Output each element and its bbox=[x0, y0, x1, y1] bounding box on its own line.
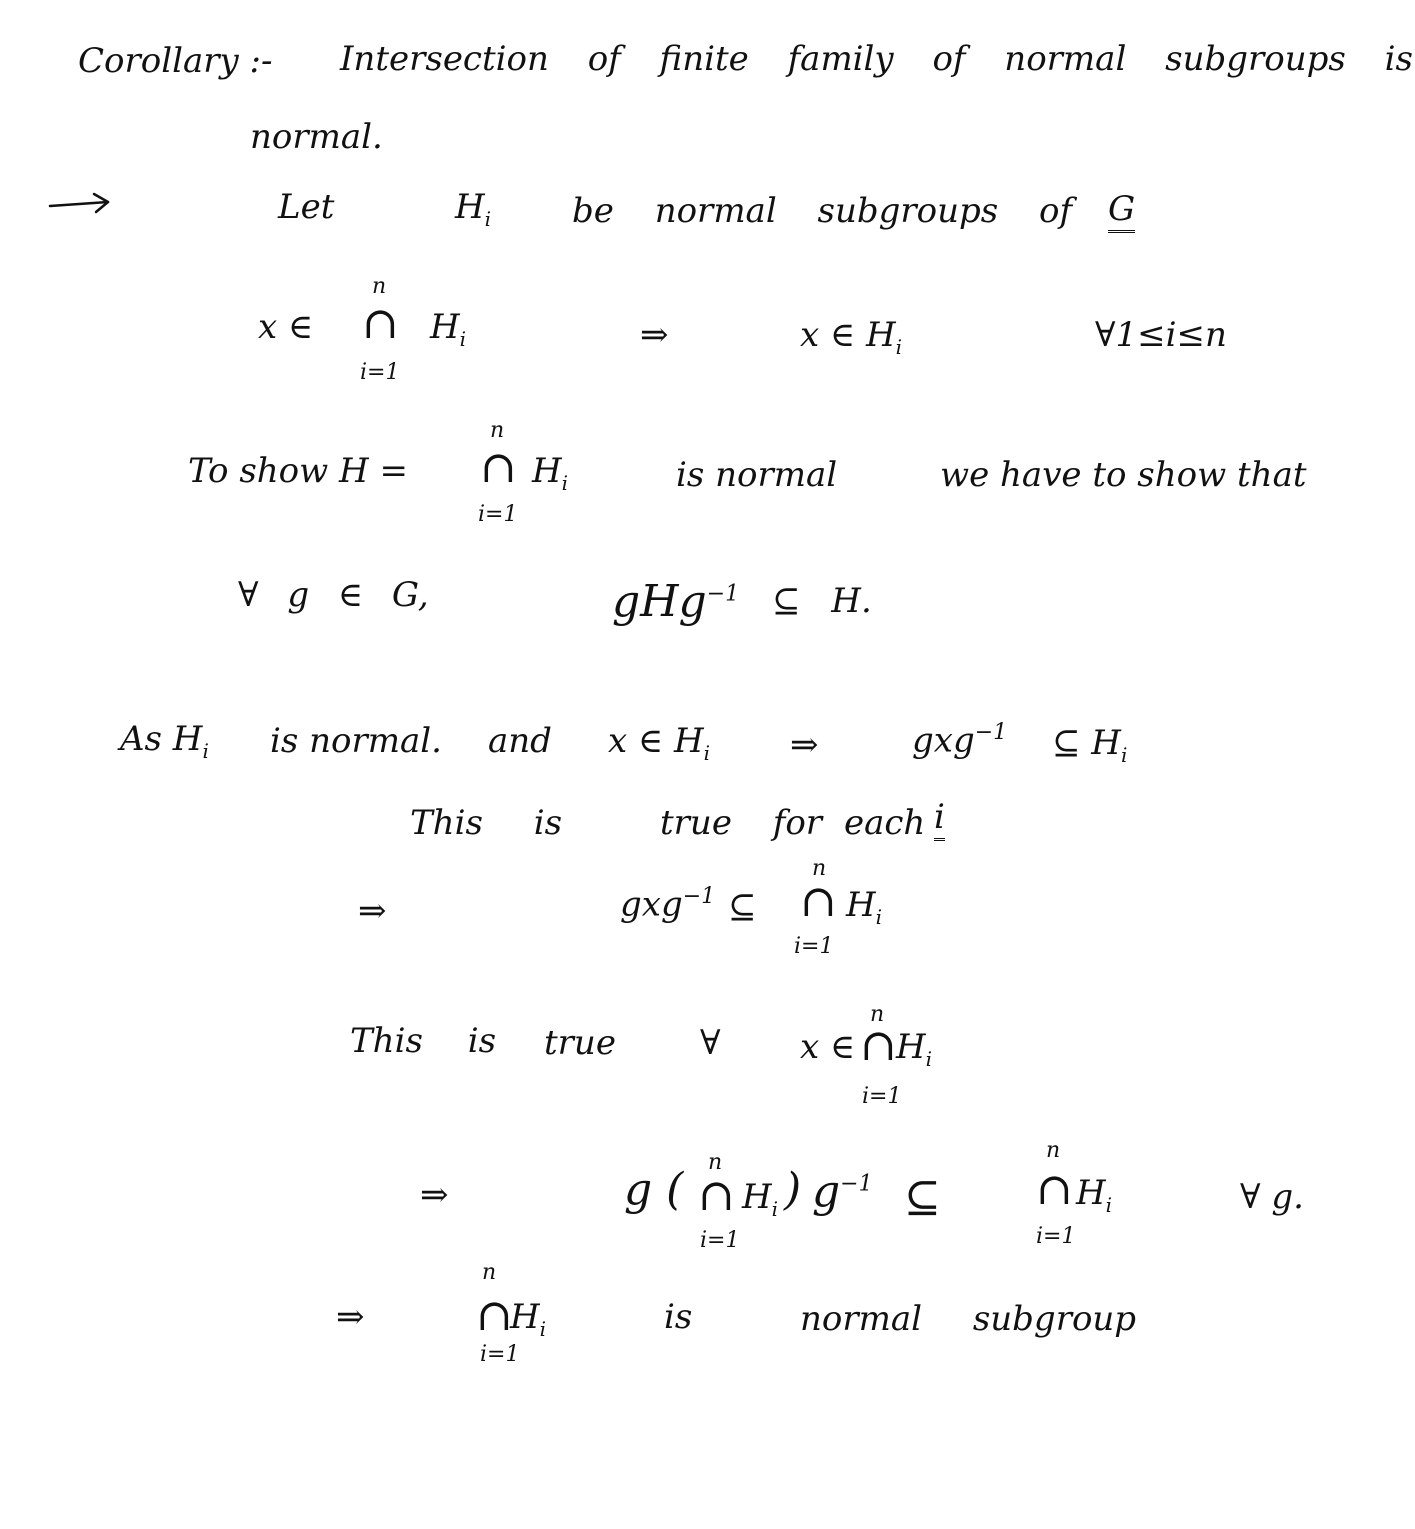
intersection-symbol: ∩ bbox=[860, 1020, 897, 1071]
conjugate-h-text: gHg$^{-1}$ bbox=[612, 576, 740, 627]
cap-lower-limit: i=1 bbox=[480, 1342, 520, 1367]
forall-range-text: ∀1≤i≤n bbox=[1095, 315, 1227, 355]
gxg-inverse-text: gxg$^{-1}$ bbox=[620, 884, 716, 925]
corollary-statement-continued: normal. bbox=[250, 117, 383, 157]
subset-hi-text: ⊆ $H_i$ bbox=[1052, 723, 1128, 767]
to-show-text: To show H = bbox=[188, 451, 408, 491]
each-word: each bbox=[844, 803, 926, 843]
intersection-symbol: ∩ bbox=[480, 442, 517, 493]
subset-h-text: ⊆ H. bbox=[772, 581, 872, 621]
close-paren-text: ) bbox=[784, 1164, 802, 1215]
x-in-hi-text: x ∈ $H_i$ bbox=[800, 315, 903, 359]
let-word: Let bbox=[278, 187, 335, 227]
hi-symbol: $H_i$ bbox=[896, 1027, 933, 1071]
group-g-symbol: G bbox=[1108, 192, 1135, 233]
cap-upper-limit: n bbox=[812, 856, 827, 881]
this-is-text: This is bbox=[350, 1021, 497, 1061]
cap-upper-limit: n bbox=[870, 1002, 885, 1027]
hi-symbol: $H_i$ bbox=[455, 187, 492, 231]
hi-symbol: $H_i$ bbox=[430, 307, 467, 351]
this-is-text: This is bbox=[410, 803, 563, 843]
forall-g-text: ∀ g. bbox=[1240, 1177, 1304, 1217]
cap-lower-limit: i=1 bbox=[1036, 1224, 1076, 1249]
is-normal-text: is normal. bbox=[270, 721, 442, 761]
hi-symbol: $H_i$ bbox=[532, 451, 569, 495]
subset-symbol: ⊆ bbox=[904, 1172, 941, 1223]
cap-lower-limit: i=1 bbox=[862, 1084, 902, 1109]
cap-lower-limit: i=1 bbox=[794, 934, 834, 959]
cap-upper-limit: n bbox=[482, 1260, 497, 1285]
cap-upper-limit: n bbox=[1046, 1138, 1061, 1163]
hi-symbol: $H_i$ bbox=[742, 1177, 779, 1221]
intersection-symbol: ∩ bbox=[698, 1170, 735, 1221]
x-in-text: x ∈ bbox=[258, 307, 314, 347]
corollary-statement: Intersection of finite family of normal subgroups is bbox=[340, 39, 1413, 79]
intersection-symbol: ∩ bbox=[362, 298, 399, 349]
hi-symbol: $H_i$ bbox=[1076, 1173, 1113, 1217]
intersection-symbol: ∩ bbox=[1036, 1164, 1073, 1215]
is-word: is bbox=[664, 1297, 693, 1337]
true-word: true bbox=[544, 1023, 616, 1063]
right-arrow-icon bbox=[48, 192, 112, 218]
intersection-symbol: ∩ bbox=[476, 1290, 513, 1341]
cap-lower-limit: i=1 bbox=[700, 1228, 740, 1253]
we-have-to-show-text: we have to show that bbox=[940, 455, 1307, 495]
intersection-symbol: ∩ bbox=[800, 876, 837, 927]
cap-upper-limit: n bbox=[490, 418, 505, 443]
cap-upper-limit: n bbox=[372, 274, 387, 299]
as-hi-text: As $H_i$ bbox=[120, 719, 209, 763]
be-normal-subgroups-text: be normal subgroups of bbox=[572, 191, 1073, 231]
normal-subgroup-text: normal subgroup bbox=[800, 1299, 1137, 1339]
implies-symbol: ⇒ bbox=[790, 725, 819, 765]
cap-lower-limit: i=1 bbox=[360, 360, 400, 385]
hi-symbol: $H_i$ bbox=[846, 885, 883, 929]
g-open-paren-text: g ( bbox=[624, 1164, 684, 1215]
g-inverse-text: $g^{-1}$ bbox=[812, 1166, 873, 1217]
and-word: and bbox=[488, 721, 552, 761]
implies-symbol: ⇒ bbox=[358, 891, 387, 931]
true-for-text: true for bbox=[660, 803, 823, 843]
implies-symbol: ⇒ bbox=[420, 1175, 449, 1215]
x-in-text: x ∈ bbox=[800, 1027, 856, 1067]
is-normal-text: is normal bbox=[676, 455, 838, 495]
forall-g-in-g-text: ∀ g ∈ G, bbox=[238, 575, 429, 615]
gxg-inverse-text: gxg$^{-1}$ bbox=[912, 720, 1008, 761]
corollary-label: Corollary :- bbox=[78, 41, 273, 81]
implies-symbol: ⇒ bbox=[336, 1297, 365, 1337]
implies-symbol: ⇒ bbox=[640, 315, 669, 355]
cap-upper-limit: n bbox=[708, 1150, 723, 1175]
cap-lower-limit: i=1 bbox=[478, 502, 518, 527]
subset-symbol: ⊆ bbox=[728, 887, 757, 927]
x-in-hi-text: x ∈ $H_i$ bbox=[608, 721, 711, 765]
hi-symbol: $H_i$ bbox=[510, 1297, 547, 1341]
index-i-symbol: i bbox=[934, 800, 945, 841]
forall-symbol: ∀ bbox=[700, 1023, 721, 1063]
